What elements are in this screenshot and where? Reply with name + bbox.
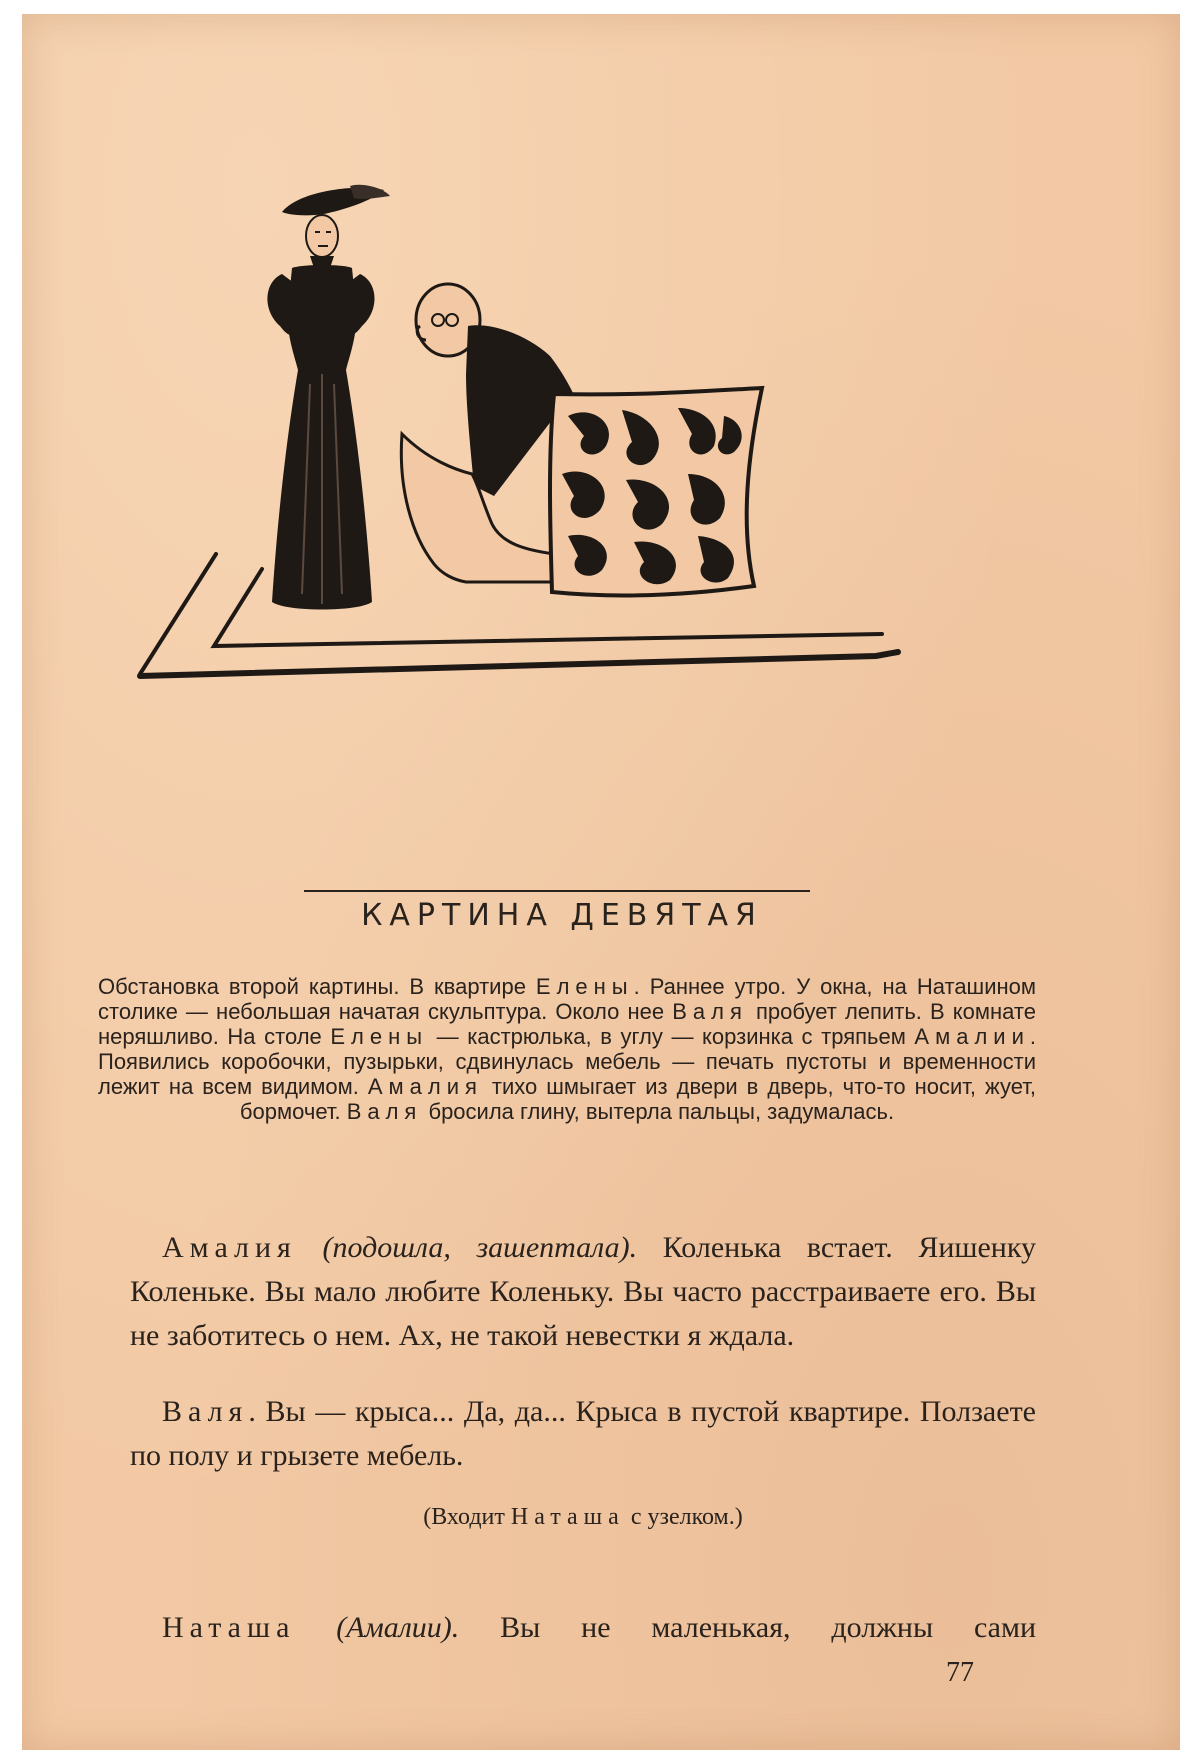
page-number: 77 (946, 1657, 974, 1688)
speaker-name: Наташа (162, 1611, 296, 1644)
stage-direction-text: пробует лепить. В комнате неряшливо. На столе (98, 999, 1036, 1049)
stage-direction-text: — кастрюлька, в углу — корзинка с тряпьем (428, 1024, 915, 1049)
stage-direction-text: Обстановка второй картины. В квартире (98, 974, 536, 999)
book-page (22, 14, 1180, 1750)
patterned-armchair-icon (550, 388, 762, 595)
theater-scene-illustration (122, 184, 1002, 784)
direction-text: с узелком.) (624, 1504, 743, 1530)
character-name: Елены (535, 974, 634, 999)
dialogue-text: . Вы — крыса... Да, да... Крыса в пустой квартире. Ползаете по полу и грызете мебель. (130, 1395, 1036, 1472)
character-name: Амалия (367, 1074, 483, 1099)
character-name: Валя (346, 1099, 423, 1124)
scene-title: КАРТИНА ДЕВЯТАЯ (361, 898, 763, 933)
dialogue-line (130, 1226, 1036, 1358)
speaker-name: Валя (162, 1395, 249, 1428)
character-name: Елены (330, 1024, 429, 1049)
dialogue-line (130, 1606, 1036, 1650)
entrance-direction (130, 1504, 1036, 1531)
stage-direction-text: . Раннее утро. У окна, на Наташином столике — небольшая начатая скульптура. Около нее (98, 974, 1037, 1024)
speaker-direction: (Амалии). (336, 1611, 460, 1644)
character-name: Амалии (914, 1024, 1030, 1049)
dialogue-line (130, 1390, 1036, 1478)
stage-direction-text: тихо шмыгает из двери в дверь, что-то носит, жует, бормочет. (239, 1074, 1036, 1124)
stage-direction (98, 974, 1036, 1124)
speaker-direction: (подошла, зашептала). (322, 1231, 638, 1264)
stage-direction-text: . Появились коробочки, пузырьки, сдвинулась мебель — печать пустоты и временности лежит на всем видимом. (98, 1024, 1036, 1099)
character-name: Валя (672, 999, 748, 1024)
dialogue-text: Вы не маленькая, должны сами (459, 1611, 1036, 1644)
direction-text: (Входит (423, 1504, 511, 1530)
title-rule (304, 890, 810, 892)
speaker-name: Амалия (162, 1231, 297, 1264)
character-name: Наташа (510, 1504, 625, 1530)
woman-in-victorian-dress-icon (267, 185, 390, 610)
stage-direction-text: бросила глину, вытерла пальцы, задумалась. (422, 1099, 895, 1124)
dialogue-text: Коленька встает. Яишенку Коленьке. Вы мало любите Коленьку. Вы часто расстраиваете его. Вы не заботитесь о нем. Ах, не такой невестки я ждала. (130, 1231, 1037, 1352)
